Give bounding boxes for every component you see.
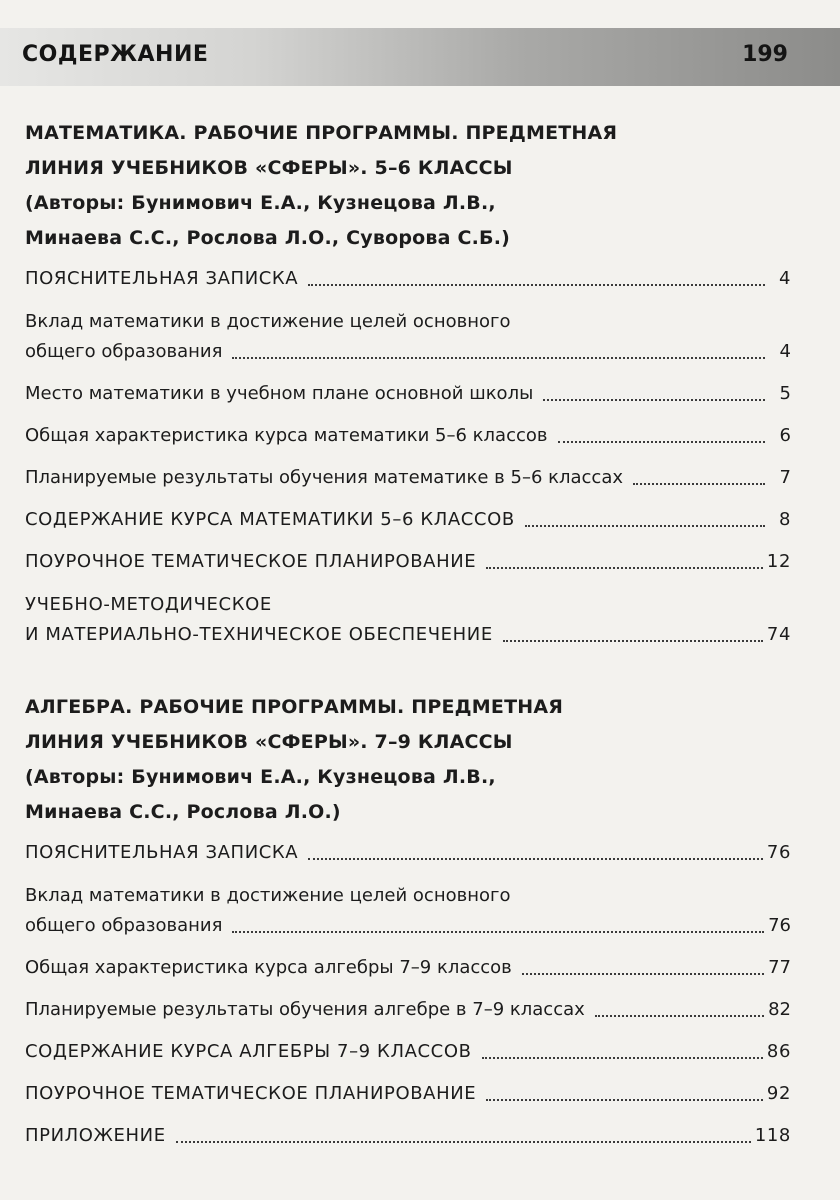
section-authors-line: Минаева С.С., Рослова Л.О., Суворова С.Б.) (25, 227, 511, 249)
dot-leader (482, 1057, 763, 1059)
dot-leader (486, 567, 763, 569)
toc-entry-page: 76 (766, 842, 791, 863)
toc-entry[interactable] (25, 1037, 791, 1067)
toc-entry-label: ПОЯСНИТЕЛЬНАЯ ЗАПИСКА (25, 268, 299, 289)
toc-entry-page: 86 (766, 1041, 791, 1062)
dot-leader (232, 357, 765, 359)
toc-entry[interactable] (25, 421, 791, 451)
toc-entry-label: СОДЕРЖАНИЕ КУРСА АЛГЕБРЫ 7–9 КЛАССОВ (25, 1041, 472, 1062)
toc-entry-label: ПОЯСНИТЕЛЬНАЯ ЗАПИСКА (25, 842, 299, 863)
dot-leader (595, 1015, 764, 1017)
toc-entry-label: Планируемые результаты обучения математике в 5–6 классах (25, 467, 624, 488)
toc-entry-label: И МАТЕРИАЛЬНО-ТЕХНИЧЕСКОЕ ОБЕСПЕЧЕНИЕ (25, 624, 493, 645)
dot-leader (558, 441, 765, 443)
toc-entry-page: 82 (768, 999, 791, 1020)
toc-entry-label: ПРИЛОЖЕНИЕ (25, 1125, 166, 1146)
toc-entry-label: Общая характеристика курса математики 5–6 классов (25, 425, 548, 446)
toc-entry-page: 8 (778, 509, 791, 530)
toc-entry-label: Планируемые результаты обучения алгебре в 7–9 классах (25, 999, 585, 1020)
toc-entry[interactable] (25, 953, 791, 983)
toc-entry-label: ПОУРОЧНОЕ ТЕМАТИЧЕСКОЕ ПЛАНИРОВАНИЕ (25, 1083, 477, 1104)
dot-leader (308, 284, 765, 286)
toc-entry-page: 92 (766, 1083, 791, 1104)
dot-leader (176, 1141, 751, 1143)
toc-entry-page: 4 (779, 341, 791, 362)
section-title-line: АЛГЕБРА. РАБОЧИЕ ПРОГРАММЫ. ПРЕДМЕТНАЯ (25, 696, 564, 718)
dot-leader (633, 483, 765, 485)
section-math-5-6 (25, 116, 791, 650)
toc-entry-label: ПОУРОЧНОЕ ТЕМАТИЧЕСКОЕ ПЛАНИРОВАНИЕ (25, 551, 477, 572)
section-title-line: ЛИНИЯ УЧЕБНИКОВ «СФЕРЫ». 7–9 КЛАССЫ (25, 731, 513, 753)
toc-entry[interactable] (25, 264, 791, 294)
toc-entry-label: СОДЕРЖАНИЕ КУРСА МАТЕМАТИКИ 5–6 КЛАССОВ (25, 509, 515, 530)
header-page-number: 199 (742, 42, 788, 67)
dot-leader (308, 858, 763, 860)
toc-entry-label: общего образования (25, 915, 223, 936)
toc-entry-page: 77 (768, 957, 791, 978)
toc-entry[interactable] (25, 838, 791, 868)
dot-leader (525, 525, 765, 527)
toc-entry-label-line: УЧЕБНО-МЕТОДИЧЕСКОЕ (25, 594, 272, 615)
section-title-line: МАТЕМАТИКА. РАБОЧИЕ ПРОГРАММЫ. ПРЕДМЕТНАЯ (25, 122, 618, 144)
table-of-contents (25, 116, 791, 1151)
section-authors-line: (Авторы: Бунимович Е.А., Кузнецова Л.В., (25, 192, 496, 214)
toc-entry-label-line: Вклад математики в достижение целей основного (25, 885, 511, 906)
header-title: СОДЕРЖАНИЕ (22, 42, 209, 67)
toc-entry-page: 5 (779, 383, 791, 404)
section-algebra-7-9 (25, 690, 791, 1151)
toc-entry-label: Место математики в учебном плане основной школы (25, 383, 534, 404)
dot-leader (522, 973, 764, 975)
dot-leader (232, 931, 764, 933)
section-title-line: ЛИНИЯ УЧЕБНИКОВ «СФЕРЫ». 5–6 КЛАССЫ (25, 157, 513, 179)
toc-entry[interactable] (25, 307, 791, 367)
toc-entry[interactable] (25, 547, 791, 577)
toc-entry[interactable] (25, 463, 791, 493)
toc-entry[interactable] (25, 379, 791, 409)
toc-entry[interactable] (25, 505, 791, 535)
toc-entry-page: 76 (768, 915, 791, 936)
toc-entry-label: общего образования (25, 341, 223, 362)
dot-leader (503, 640, 763, 642)
section-authors-line: (Авторы: Бунимович Е.А., Кузнецова Л.В., (25, 766, 496, 788)
toc-entry-label-line: Вклад математики в достижение целей основного (25, 311, 511, 332)
toc-entry-page: 74 (766, 624, 791, 645)
toc-entry-page: 118 (754, 1125, 791, 1146)
toc-entry-label: Общая характеристика курса алгебры 7–9 классов (25, 957, 512, 978)
toc-entry[interactable] (25, 881, 791, 941)
toc-entry-page: 4 (778, 268, 791, 289)
section-authors-line: Минаева С.С., Рослова Л.О.) (25, 801, 341, 823)
toc-entry-page: 7 (779, 467, 791, 488)
toc-entry[interactable] (25, 1121, 791, 1151)
dot-leader (543, 399, 765, 401)
toc-entry[interactable] (25, 1079, 791, 1109)
page-header (0, 28, 840, 86)
toc-entry-page: 12 (766, 551, 791, 572)
toc-entry[interactable] (25, 590, 791, 650)
toc-entry[interactable] (25, 995, 791, 1025)
toc-entry-page: 6 (779, 425, 791, 446)
dot-leader (486, 1099, 763, 1101)
